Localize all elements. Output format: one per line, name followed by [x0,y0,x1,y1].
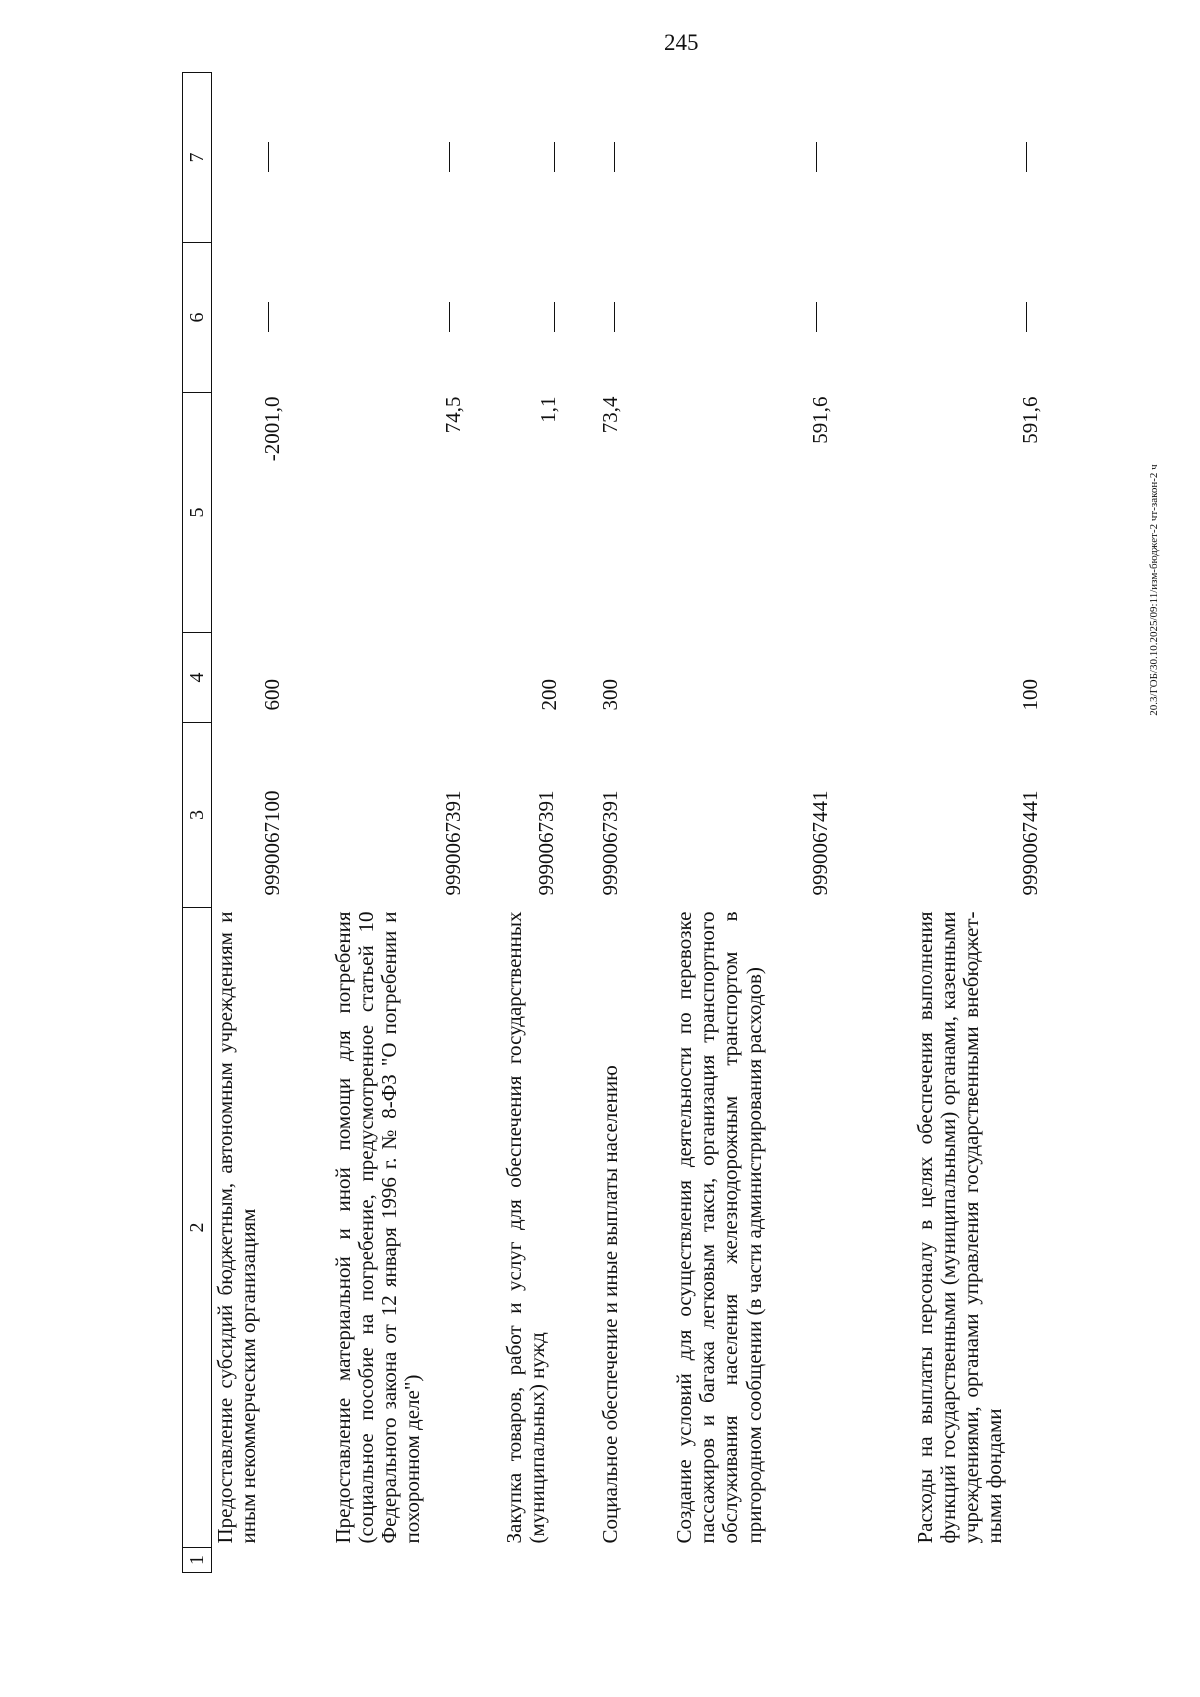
amount-value: 591,6 [808,396,833,444]
rotated-table-sheet [182,73,1112,1573]
table-row [671,73,884,1573]
budget-table [182,72,1112,1573]
header-cell: 1 [183,1548,212,1573]
target-article-code: 9990067441 [1017,790,1042,896]
empty-dash-cell [671,243,884,393]
target-article-code: 9990067100 [260,790,285,896]
amount-value: 74,5 [440,396,465,434]
header-cell: 6 [183,243,212,393]
empty-dash-cell [288,243,501,393]
dash-mark [554,303,555,333]
target-article-code: 9990067441 [808,790,833,896]
expense-type-code: 600 [260,679,285,711]
amount-value: 591,6 [1017,396,1042,444]
amount-value: -2001,0 [260,396,285,462]
table-row [501,73,597,1573]
empty-dash-cell [671,73,884,243]
dash-mark [614,303,615,333]
dash-mark [816,143,817,173]
empty-dash-cell [597,73,672,243]
dash-mark [1026,303,1027,333]
dash-mark [449,143,450,173]
dash-mark [554,143,555,173]
empty-dash-cell [212,73,289,243]
table-row [597,73,672,1573]
table-row [884,73,1112,1573]
row-number-cell [501,1548,597,1573]
dash-mark [816,303,817,333]
empty-dash-cell [884,243,1112,393]
page-number: 245 [664,30,699,55]
empty-dash-cell [501,73,597,243]
header-cell: 4 [183,633,212,723]
target-article-code: 9990067391 [534,790,559,896]
amount-value: 73,4 [597,396,622,434]
dash-mark [449,303,450,333]
expense-type-code [288,633,501,723]
row-name: Социальное обеспечение и иные выплаты населению [597,1065,622,1544]
row-name: Предоставление субсидий бюджетным, автономным учреждениям и иным некоммерческим организациям [213,911,261,1544]
empty-dash-cell [597,243,672,393]
table-row [288,73,501,1573]
row-name: Создание условий для осуществления деятельности по перевозке пассажиров и багажа легковым такси, организация транспортного обслуживания населения железнодорожным транспортом в пригородном сообщении (в части администрирования расходов) [672,911,766,1544]
target-article-code: 9990067391 [440,790,465,896]
row-name: Расходы на выплаты персоналу в целях обеспечения выполнения функций государственными (муниципальными) органами, казенными учреждениями, органами управления государственными внебюджетными фондами [913,911,1007,1544]
empty-dash-cell [288,73,501,243]
row-number-cell [288,1548,501,1573]
target-article-code: 9990067391 [597,790,622,896]
row-number-cell [671,1548,884,1573]
dash-mark [614,143,615,173]
amount-value: 1,1 [536,396,561,423]
dash-mark [268,143,269,173]
header-cell: 7 [183,73,212,243]
table-header-row [183,73,212,1573]
row-number-cell [884,1548,1112,1573]
row-name: Закупка товаров, работ и услуг для обеспечения государственных (муниципальных) нужд [502,911,550,1544]
document-footer-code: 20.3/ГОБ/30.10.2025/09:11/изм-бюджет-2 чт-закон-2 ч [1148,464,1160,716]
header-cell: 2 [183,908,212,1548]
row-name: Предоставление материальной и иной помощи для погребения (социальное пособие на погребение, предусмотренное статьей 10 Федерального закона от 12 января 1996 г. № 8-ФЗ "О погребении и похоронном деле") [331,911,425,1544]
expense-type-code: 200 [537,679,562,711]
empty-dash-cell [212,243,289,393]
expense-type-code [671,633,884,723]
expense-type-code: 300 [597,679,622,711]
expense-type-code: 100 [1017,679,1042,711]
header-cell: 5 [183,393,212,633]
dash-mark [268,303,269,333]
dash-mark [1026,143,1027,173]
row-number-cell [212,1548,289,1573]
header-cell: 3 [183,723,212,908]
row-number-cell [597,1548,672,1573]
empty-dash-cell [501,243,597,393]
empty-dash-cell [884,73,1112,243]
table-row [212,73,289,1573]
